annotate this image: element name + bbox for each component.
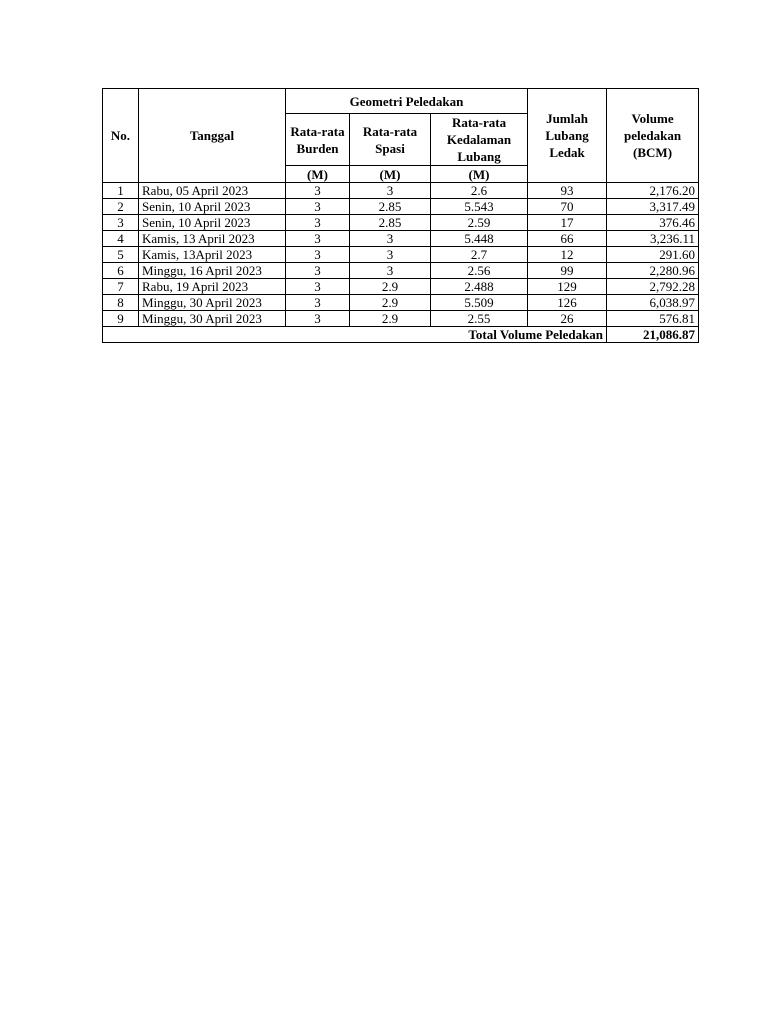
cell-jumlah: 99 <box>528 263 607 279</box>
table-row <box>103 183 699 199</box>
cell-volume: 2,280.96 <box>607 263 699 279</box>
cell-no: 6 <box>103 263 139 279</box>
cell-spasi: 3 <box>350 247 431 263</box>
cell-spasi: 3 <box>350 183 431 199</box>
header-tanggal: Tanggal <box>139 89 286 183</box>
header-spasi: Rata-rata Spasi <box>350 114 431 166</box>
unit-kedalaman: (M) <box>431 166 528 183</box>
cell-tanggal: Rabu, 05 April 2023 <box>139 183 286 199</box>
cell-spasi: 2.9 <box>350 295 431 311</box>
cell-burden: 3 <box>286 183 350 199</box>
table-row <box>103 231 699 247</box>
cell-no: 2 <box>103 199 139 215</box>
cell-jumlah: 93 <box>528 183 607 199</box>
table-body <box>103 183 699 327</box>
cell-spasi: 2.9 <box>350 279 431 295</box>
cell-tanggal: Kamis, 13April 2023 <box>139 247 286 263</box>
cell-spasi: 2.85 <box>350 215 431 231</box>
cell-jumlah: 26 <box>528 311 607 327</box>
cell-volume: 376.46 <box>607 215 699 231</box>
cell-no: 4 <box>103 231 139 247</box>
cell-spasi: 2.85 <box>350 199 431 215</box>
cell-burden: 3 <box>286 199 350 215</box>
cell-tanggal: Senin, 10 April 2023 <box>139 199 286 215</box>
cell-kedalaman: 2.56 <box>431 263 528 279</box>
cell-kedalaman: 2.6 <box>431 183 528 199</box>
cell-no: 9 <box>103 311 139 327</box>
cell-tanggal: Rabu, 19 April 2023 <box>139 279 286 295</box>
cell-volume: 291.60 <box>607 247 699 263</box>
cell-kedalaman: 5.543 <box>431 199 528 215</box>
cell-tanggal: Minggu, 16 April 2023 <box>139 263 286 279</box>
total-row <box>103 327 699 343</box>
blasting-volume-table <box>102 88 699 343</box>
header-burden: Rata-rata Burden <box>286 114 350 166</box>
header-jumlah-lubang-ledak: Jumlah Lubang Ledak <box>528 89 607 183</box>
cell-kedalaman: 2.7 <box>431 247 528 263</box>
cell-burden: 3 <box>286 231 350 247</box>
table-row <box>103 279 699 295</box>
cell-kedalaman: 5.509 <box>431 295 528 311</box>
cell-spasi: 3 <box>350 263 431 279</box>
header-geometri-peledakan: Geometri Peledakan <box>286 89 528 114</box>
cell-burden: 3 <box>286 263 350 279</box>
cell-kedalaman: 5.448 <box>431 231 528 247</box>
cell-volume: 2,792.28 <box>607 279 699 295</box>
cell-no: 3 <box>103 215 139 231</box>
cell-no: 8 <box>103 295 139 311</box>
cell-kedalaman: 2.55 <box>431 311 528 327</box>
cell-spasi: 2.9 <box>350 311 431 327</box>
header-kedalaman: Rata-rata Kedalaman Lubang <box>431 114 528 166</box>
total-value: 21,086.87 <box>607 327 699 343</box>
table-header <box>103 89 699 183</box>
cell-tanggal: Minggu, 30 April 2023 <box>139 311 286 327</box>
cell-jumlah: 12 <box>528 247 607 263</box>
cell-burden: 3 <box>286 247 350 263</box>
header-volume-peledakan: Volume peledakan (BCM) <box>607 89 699 183</box>
unit-burden: (M) <box>286 166 350 183</box>
cell-tanggal: Senin, 10 April 2023 <box>139 215 286 231</box>
cell-kedalaman: 2.59 <box>431 215 528 231</box>
cell-no: 5 <box>103 247 139 263</box>
cell-burden: 3 <box>286 279 350 295</box>
unit-spasi: (M) <box>350 166 431 183</box>
table-row <box>103 311 699 327</box>
cell-volume: 3,236.11 <box>607 231 699 247</box>
table-row <box>103 295 699 311</box>
cell-spasi: 3 <box>350 231 431 247</box>
cell-burden: 3 <box>286 215 350 231</box>
cell-volume: 2,176.20 <box>607 183 699 199</box>
cell-tanggal: Kamis, 13 April 2023 <box>139 231 286 247</box>
cell-burden: 3 <box>286 295 350 311</box>
cell-no: 7 <box>103 279 139 295</box>
cell-volume: 6,038.97 <box>607 295 699 311</box>
cell-volume: 3,317.49 <box>607 199 699 215</box>
cell-no: 1 <box>103 183 139 199</box>
cell-kedalaman: 2.488 <box>431 279 528 295</box>
cell-jumlah: 126 <box>528 295 607 311</box>
table-row <box>103 199 699 215</box>
cell-jumlah: 70 <box>528 199 607 215</box>
cell-jumlah: 17 <box>528 215 607 231</box>
table-row <box>103 247 699 263</box>
cell-volume: 576.81 <box>607 311 699 327</box>
cell-jumlah: 129 <box>528 279 607 295</box>
total-label: Total Volume Peledakan <box>103 327 607 343</box>
cell-jumlah: 66 <box>528 231 607 247</box>
table-row <box>103 263 699 279</box>
table-row <box>103 215 699 231</box>
cell-burden: 3 <box>286 311 350 327</box>
table-footer <box>103 327 699 343</box>
cell-tanggal: Minggu, 30 April 2023 <box>139 295 286 311</box>
header-no: No. <box>103 89 139 183</box>
